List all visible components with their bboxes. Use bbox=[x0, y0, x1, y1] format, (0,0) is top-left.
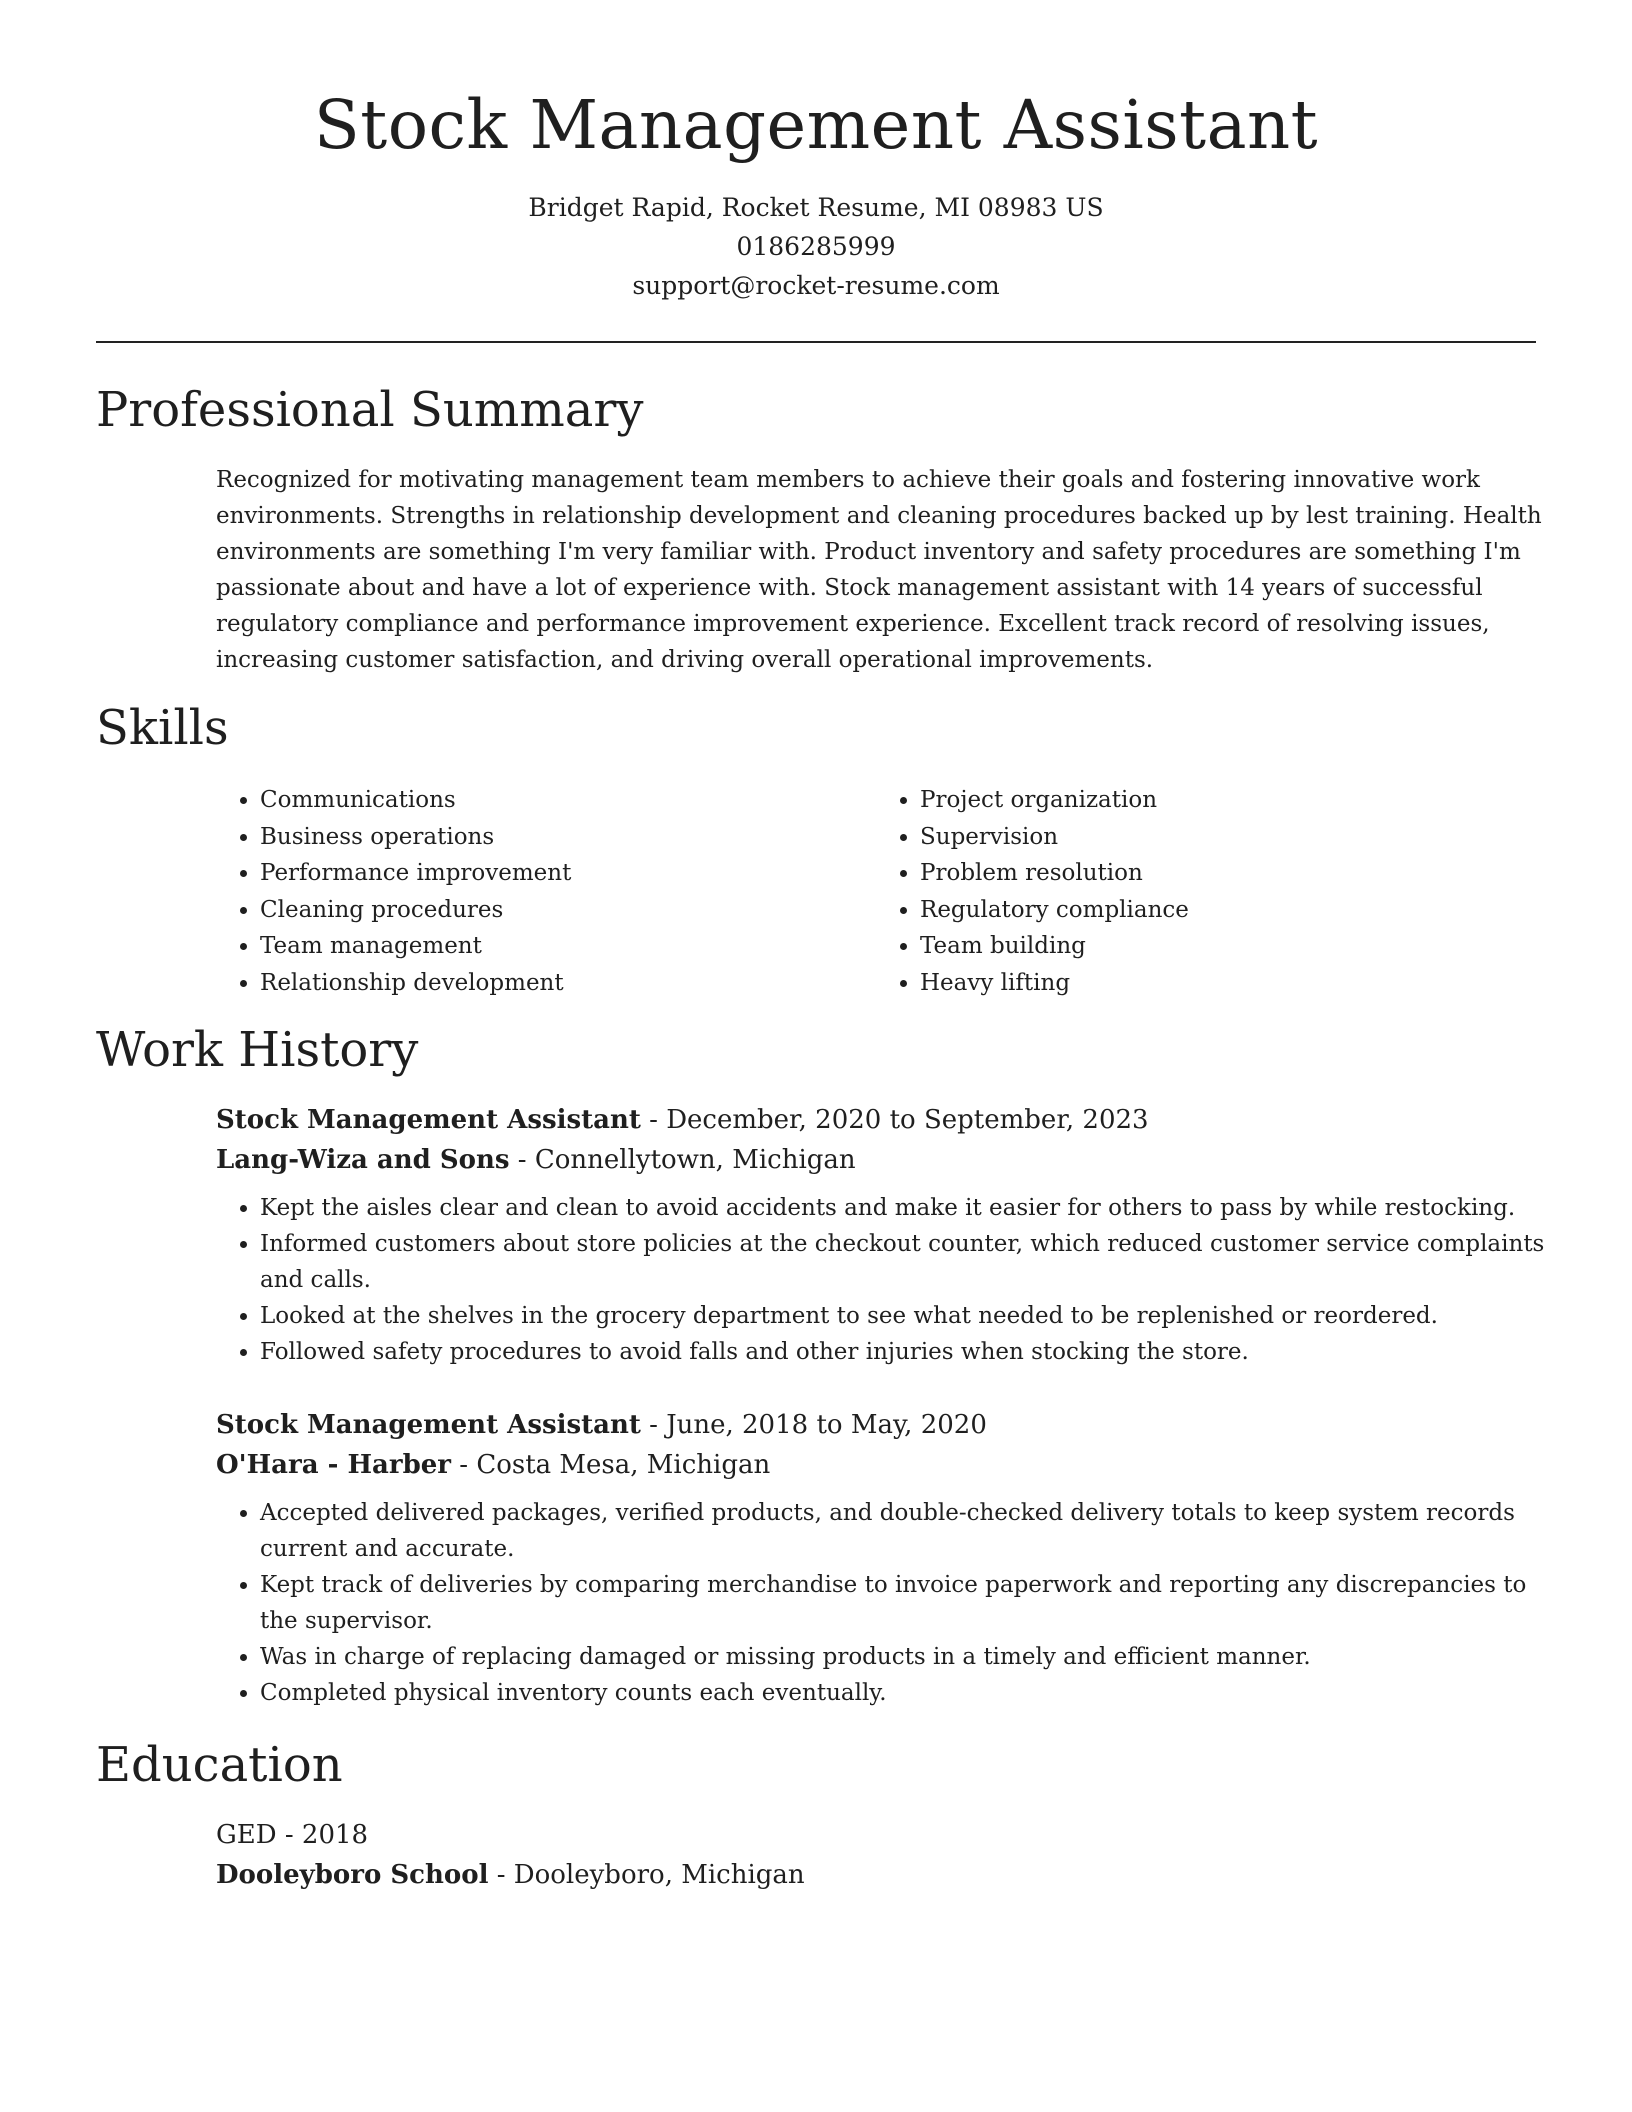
degree-line bbox=[216, 1815, 1546, 1855]
job-bullet: • Informed customers about store policies at the checkout counter, which reduced customer service complaints and calls. bbox=[260, 1226, 1546, 1298]
summary-heading: Professional Summary bbox=[96, 382, 644, 438]
skill-item: • Supervision bbox=[920, 819, 1536, 856]
skill-item: • Performance improvement bbox=[260, 855, 876, 892]
job-bullets bbox=[216, 1190, 1546, 1370]
email-text: support@rocket-resume.com bbox=[632, 271, 1000, 300]
skill-item: • Project organization bbox=[920, 782, 1536, 819]
job-company-line bbox=[216, 1140, 1546, 1180]
resume-header bbox=[96, 80, 1536, 305]
job-title: Stock Management Assistant bbox=[216, 1105, 641, 1135]
job-bullets bbox=[216, 1495, 1546, 1711]
skills-heading: Skills bbox=[96, 700, 229, 756]
education-heading: Education bbox=[96, 1737, 343, 1793]
skill-item: • Cleaning procedures bbox=[260, 892, 876, 929]
job-entry-1 bbox=[216, 1100, 1546, 1370]
skills-column-left bbox=[216, 782, 876, 1002]
job-bullet: • Looked at the shelves in the grocery department to see what needed to be replenished or reordered. bbox=[260, 1298, 1546, 1334]
job-bullet: • Was in charge of replacing damaged or missing products in a timely and efficient manner. bbox=[260, 1639, 1546, 1675]
job-location: - Costa Mesa, Michigan bbox=[451, 1450, 771, 1480]
skill-item: • Relationship development bbox=[260, 965, 876, 1002]
summary-text: Recognized for motivating management team members to achieve their goals and fostering innovative work environments. Strengths in relationship development and cleaning procedures backed up by lest training. Health environments are something I'm very familiar with. Product inventory and safety procedures are something I'm passionate about and have a lot of experience with. Stock management assistant with 14 years of successful regulatory compliance and performance improvement experience. Excellent track record of resolving issues, increasing customer satisfaction, and driving overall operational improvements. bbox=[216, 467, 1542, 673]
job-bullet: • Kept the aisles clear and clean to avoid accidents and make it easier for others to pass by while restocking. bbox=[260, 1190, 1546, 1226]
work-history-heading: Work History bbox=[96, 1022, 419, 1078]
skill-item: • Regulatory compliance bbox=[920, 892, 1536, 929]
job-dates: - June, 2018 to May, 2020 bbox=[640, 1410, 987, 1440]
header-divider bbox=[96, 341, 1536, 343]
contact-info bbox=[96, 188, 1536, 305]
skill-item: • Heavy lifting bbox=[920, 965, 1536, 1002]
job-title: Stock Management Assistant bbox=[216, 1410, 641, 1440]
phone-text: 0186285999 bbox=[736, 232, 896, 261]
resume-title: Stock Management Assistant bbox=[313, 86, 1319, 164]
job-company-line bbox=[216, 1445, 1546, 1485]
skill-item: • Team building bbox=[920, 928, 1536, 965]
job-entry-2 bbox=[216, 1405, 1546, 1711]
address-text: Bridget Rapid, Rocket Resume, MI 08983 US bbox=[528, 193, 1104, 222]
job-company: Lang-Wiza and Sons bbox=[216, 1145, 510, 1175]
skill-item: • Problem resolution bbox=[920, 855, 1536, 892]
job-dates: - December, 2020 to September, 2023 bbox=[640, 1105, 1149, 1135]
job-bullet: • Kept track of deliveries by comparing merchandise to invoice paperwork and reporting any discrepancies to the supervisor. bbox=[260, 1567, 1546, 1639]
skill-item: • Business operations bbox=[260, 819, 876, 856]
job-bullet: • Followed safety procedures to avoid falls and other injuries when stocking the store. bbox=[260, 1334, 1546, 1370]
school-line bbox=[216, 1855, 1546, 1895]
degree-year: - 2018 bbox=[276, 1820, 369, 1850]
skill-item: • Team management bbox=[260, 928, 876, 965]
job-location: - Connellytown, Michigan bbox=[509, 1145, 856, 1175]
skill-item: • Communications bbox=[260, 782, 876, 819]
skills-column-right bbox=[876, 782, 1536, 1002]
degree: GED bbox=[216, 1820, 277, 1850]
education-entry bbox=[216, 1815, 1546, 1895]
school-name: Dooleyboro School bbox=[216, 1860, 489, 1890]
skills-list bbox=[216, 782, 1536, 1002]
job-company: O'Hara - Harber bbox=[216, 1450, 451, 1480]
job-bullet: • Completed physical inventory counts each eventually. bbox=[260, 1675, 1546, 1711]
school-location: - Dooleyboro, Michigan bbox=[488, 1860, 805, 1890]
job-bullet: • Accepted delivered packages, verified products, and double-checked delivery totals to keep system records current and accurate. bbox=[260, 1495, 1546, 1567]
job-title-line bbox=[216, 1405, 1546, 1445]
job-title-line bbox=[216, 1100, 1546, 1140]
